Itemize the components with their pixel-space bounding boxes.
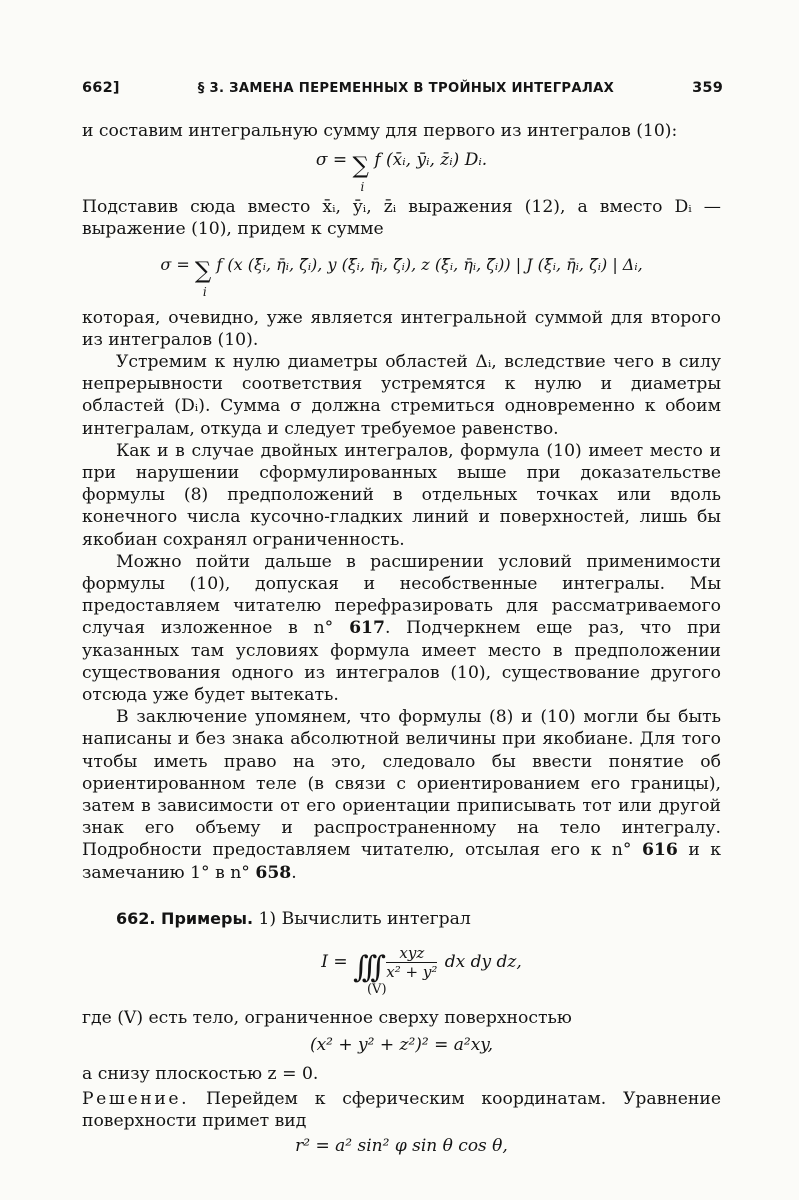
section-number: 662] <box>82 80 120 96</box>
eq2-lhs: σ = <box>160 254 190 274</box>
eq3-tail: dx dy dz, <box>444 952 522 973</box>
equation-spherical: r² = a² sin² φ sin θ cos θ, <box>295 1135 508 1156</box>
fraction-numerator: xyz <box>386 944 437 963</box>
eq1-body: f (x̄ᵢ, ȳᵢ, z̄ᵢ) Dᵢ. <box>374 150 488 171</box>
solution-text: Перейдем к сферическим координатам. Уравнение поверхности примет вид <box>82 1088 721 1131</box>
page-body <box>82 120 721 1156</box>
sum-index: i <box>360 180 365 195</box>
sum-index: i <box>202 284 207 299</box>
p7-text-a: В заключение упомянем, что формулы (8) и (10) могли бы быть написаны и без знака абсолютной величины при якобиане. Для того чтобы иметь право на это, следовало бы ввести понятие об ориентированном теле (в связи с ориентированием его границы), затем в зависимости от его ориентации приписывать тот или другой знак его объему и распространенному на тело интегралу. Подробности предоставляем читателю, отсылая его к n° <box>82 707 721 861</box>
running-title: § 3. ЗАМЕНА ПЕРЕМЕННЫХ В ТРОЙНЫХ ИНТЕГРАЛАХ <box>197 81 615 96</box>
paragraph-4: Устремим к нулю диаметры областей Δᵢ, вследствие чего в силу непрерывности соответствия устремятся к нулю и диаметры областей (Dᵢ). Сумма σ должна стремиться одновременно к обоим интегралам, откуда и следует требуемое равенство. <box>82 352 721 439</box>
ref-616: 616 <box>641 840 678 861</box>
solution-label: Решение. <box>82 1088 190 1109</box>
paragraph-5: Как и в случае двойных интегралов, формула (10) имеет место и при нарушении сформулированных выше при доказательстве формулы (8) предположений в отдельных точках или вдоль конечного числа кусочно-гладких линий и поверхностей, лишь бы якобиан сохранял ограниченность. <box>82 440 721 550</box>
p7-text-b: и к замечанию 1° в n° <box>82 840 721 883</box>
equation-surface: (x² + y² + z²)² = a²xy, <box>309 1035 494 1056</box>
paragraph-8: где (V) есть тело, ограниченное сверху поверхностью <box>82 1008 572 1029</box>
page-header <box>82 80 723 96</box>
paragraph-9: а снизу плоскостью z = 0. <box>82 1064 319 1085</box>
equation-integral <box>122 944 721 998</box>
paragraph-3: которая, очевидно, уже является интегральной суммой для второго из интегралов (10). <box>82 307 721 350</box>
sum-sign: ∑ i <box>352 153 369 195</box>
equation-sigma-2 <box>82 254 721 299</box>
paragraph-6 <box>82 551 721 706</box>
p6-text-a: Можно пойти дальше в расширении условий применимости формулы (10), допуская и несобственные интегралы. Мы предоставляем читателю перефразировать для рассматриваемого случая изложенное в n° <box>82 551 721 639</box>
ref-658: 658 <box>255 862 292 883</box>
example-text: 1) Вычислить интеграл <box>258 908 471 929</box>
ref-617: 617 <box>349 618 385 639</box>
paragraph-1: и составим интегральную сумму для первого из интегралов (10): <box>82 121 678 141</box>
paragraph-2: Подставив сюда вместо x̄ᵢ, ȳᵢ, z̄ᵢ выражения (12), а вместо Dᵢ — выражение (10), придем к сумме <box>82 197 721 240</box>
integrand-fraction <box>386 944 437 981</box>
integration-region: (V) <box>366 982 387 998</box>
eq2-body: f (x (ξ̄ᵢ, η̄ᵢ, ζ̄ᵢ), y (ξ̄ᵢ, η̄ᵢ, ζ̄ᵢ), z (ξ̄ᵢ, η̄ᵢ, ζ̄ᵢ)) | J (ξ̄ᵢ, η̄ᵢ, ζ̄ᵢ) | Δᵢ, <box>216 254 643 274</box>
p6-text-b: . Подчеркнем еще раз, что при указанных там условиях формула имеет место в предположении существования одного из интегралов (10), существование другого отсюда уже будет вытекать. <box>82 618 721 706</box>
sum-sign: ∑ i <box>194 257 212 299</box>
solution-paragraph <box>82 1088 721 1132</box>
triple-integral-sign: ∫∫∫ (V) <box>352 950 387 998</box>
example-heading <box>82 908 721 930</box>
fraction-denominator: x² + y² <box>386 963 438 982</box>
page-number: 359 <box>692 80 723 96</box>
example-title: 662. Примеры. <box>116 908 254 928</box>
p7-text-c: . <box>291 862 297 883</box>
eq3-lhs: I = <box>321 952 348 973</box>
eq1-lhs: σ = <box>315 150 348 171</box>
equation-sigma-1 <box>82 150 721 195</box>
paragraph-7 <box>82 706 721 884</box>
